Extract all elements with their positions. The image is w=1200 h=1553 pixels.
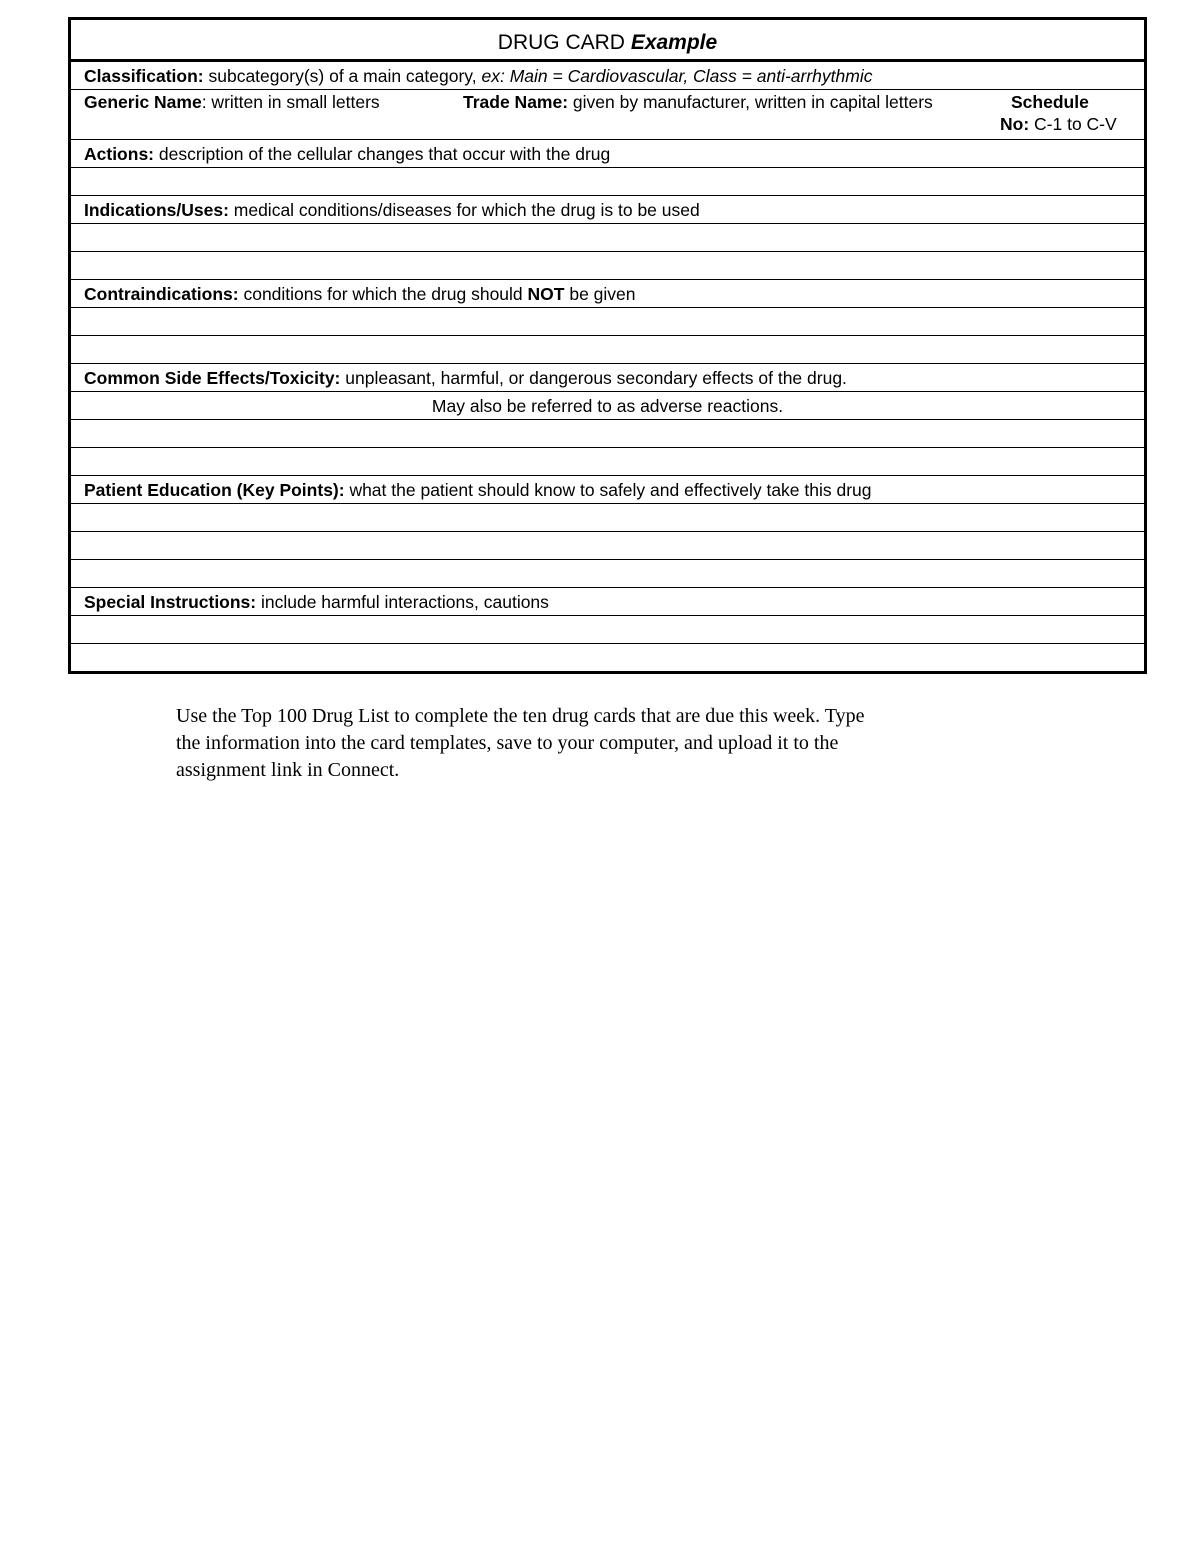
names-row xyxy=(71,90,1144,140)
generic-name-label: Generic Name xyxy=(84,92,202,112)
contraindications-text-end: be given xyxy=(564,284,636,304)
classification-example: ex: Main = Cardiovascular, Class = anti-arrhythmic xyxy=(481,66,873,86)
blank-row xyxy=(71,252,1144,280)
schedule-no-label: No: xyxy=(1000,114,1030,134)
drug-card-table xyxy=(68,17,1147,674)
special-instructions-label: Special Instructions: xyxy=(84,592,257,612)
blank-row xyxy=(71,336,1144,364)
indications-label: Indications/Uses: xyxy=(84,200,229,220)
classification-label: Classification: xyxy=(84,66,204,86)
instructions-line: the information into the card templates, save to your computer, and upload it to the xyxy=(176,732,839,754)
blank-row xyxy=(71,420,1144,448)
blank-row xyxy=(71,644,1144,671)
trade-name-text: given by manufacturer, written in capital letters xyxy=(568,92,933,112)
instructions-paragraph xyxy=(176,703,1016,784)
classification-text: subcategory(s) of a main category, xyxy=(203,66,482,86)
schedule-label: Schedule xyxy=(1011,92,1089,112)
patient-education-text: what the patient should know to safely and effectively take this drug xyxy=(344,480,872,500)
contraindications-emphasis: NOT xyxy=(527,284,565,304)
indications-row xyxy=(71,196,1144,224)
blank-row xyxy=(71,168,1144,196)
patient-education-label: Patient Education (Key Points): xyxy=(84,480,345,500)
blank-row xyxy=(71,504,1144,532)
contraindications-label: Contraindications: xyxy=(84,284,239,304)
trade-name-field xyxy=(463,90,933,114)
blank-row xyxy=(71,560,1144,588)
contraindications-row xyxy=(71,280,1144,308)
actions-text: description of the cellular changes that occur with the drug xyxy=(154,144,611,164)
side-effects-text: unpleasant, harmful, or dangerous secondary effects of the drug. xyxy=(340,368,847,388)
patient-education-row xyxy=(71,476,1144,504)
card-title-main: DRUG CARD xyxy=(497,31,625,54)
instructions-line: assignment link in Connect. xyxy=(176,759,400,781)
classification-row xyxy=(71,62,1144,90)
blank-row xyxy=(71,308,1144,336)
blank-row xyxy=(71,224,1144,252)
blank-row xyxy=(71,448,1144,476)
trade-name-label: Trade Name: xyxy=(463,92,569,112)
schedule-no-field xyxy=(1000,112,1117,136)
actions-label: Actions: xyxy=(84,144,154,164)
side-effects-row xyxy=(71,364,1144,392)
indications-text: medical conditions/diseases for which the drug is to be used xyxy=(228,200,700,220)
schedule-value: C-1 to C-V xyxy=(1029,114,1117,134)
generic-name-field xyxy=(84,90,380,114)
card-title xyxy=(71,20,1144,62)
special-instructions-text: include harmful interactions, cautions xyxy=(256,592,549,612)
side-effects-continuation-row xyxy=(71,392,1144,420)
side-effects-continuation: May also be referred to as adverse reactions. xyxy=(431,396,784,416)
generic-name-text: : written in small letters xyxy=(201,92,380,112)
instructions-line: Use the Top 100 Drug List to complete the ten drug cards that are due this week. Type xyxy=(176,705,865,727)
side-effects-label: Common Side Effects/Toxicity: xyxy=(84,368,341,388)
special-instructions-row xyxy=(71,588,1144,616)
blank-row xyxy=(71,616,1144,644)
blank-row xyxy=(71,532,1144,560)
contraindications-text: conditions for which the drug should xyxy=(238,284,528,304)
actions-row xyxy=(71,140,1144,168)
card-title-example: Example xyxy=(630,31,718,54)
